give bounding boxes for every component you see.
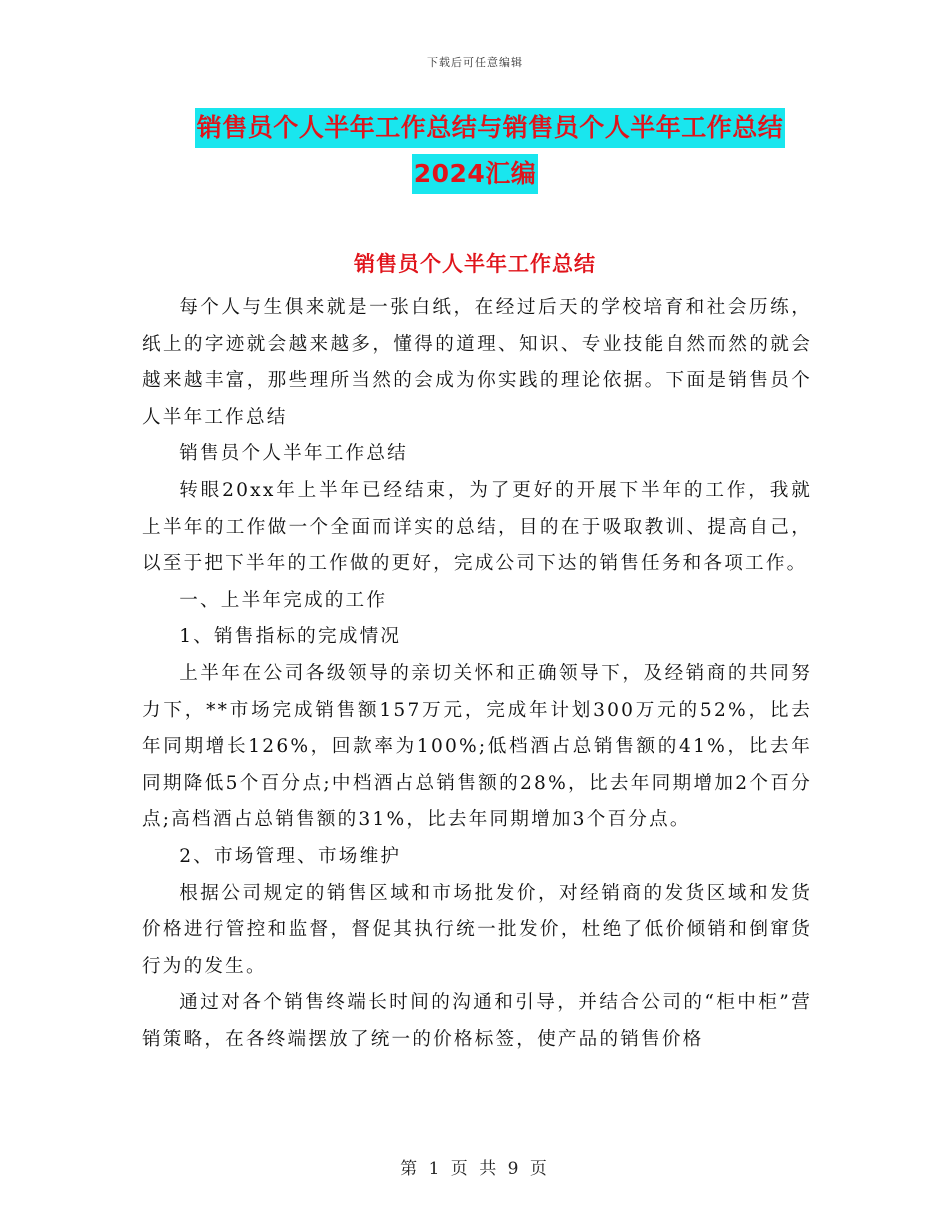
- paragraph: 转眼20xx年上半年已经结束，为了更好的开展下半年的工作，我就上半年的工作做一个全面而详实的总结，目的在于吸取教训、提高自己，以至于把下半年的工作做的更好，完成公司下达的销售任务和各项工作。: [142, 479, 812, 575]
- section-heading: 销售员个人半年工作总结: [354, 252, 596, 276]
- paragraph: 一、上半年完成的工作: [179, 589, 388, 611]
- title-line-1: 销售员个人半年工作总结与销售员个人半年工作总结: [195, 108, 786, 148]
- paragraph: 根据公司规定的销售区域和市场批发价，对经销商的发货区域和发货价格进行管控和监督，督促其执行统一批发价，杜绝了低价倾销和倒窜货行为的发生。: [142, 882, 812, 977]
- header-note: 下载后可任意编辑: [427, 56, 523, 69]
- paragraph: 销售员个人半年工作总结: [179, 443, 408, 465]
- paragraph: 2、市场管理、市场维护: [179, 845, 402, 867]
- document-title: [120, 108, 830, 194]
- paragraph: 1、销售指标的完成情况: [179, 626, 402, 648]
- page-footer: 第 1 页 共 9 页: [400, 1159, 550, 1179]
- title-line-2: 2024汇编: [412, 154, 539, 194]
- paragraph: 上半年在公司各级领导的亲切关怀和正确领导下，及经销商的共同努力下，**市场完成销售额157万元，完成年计划300万元的52%，比去年同期增长126%，回款率为100%;低档酒占总销售额的41%，比去年同期降低5个百分点;中档酒占总销售额的28%，比去年同期增加2个百分点;高档酒占总销售额的31%，比去年同期增加3个百分点。: [142, 662, 812, 831]
- body-text: [142, 290, 812, 1058]
- paragraph: 通过对各个销售终端长时间的沟通和引导，并结合公司的“柜中柜”营销策略，在各终端摆放了统一的价格标签，使产品的销售价格: [142, 992, 812, 1050]
- paragraph: 每个人与生俱来就是一张白纸，在经过后天的学校培育和社会历练，纸上的字迹就会越来越多，懂得的道理、知识、专业技能自然而然的就会越来越丰富，那些理所当然的会成为你实践的理论依据。下面是销售员个人半年工作总结: [142, 297, 812, 428]
